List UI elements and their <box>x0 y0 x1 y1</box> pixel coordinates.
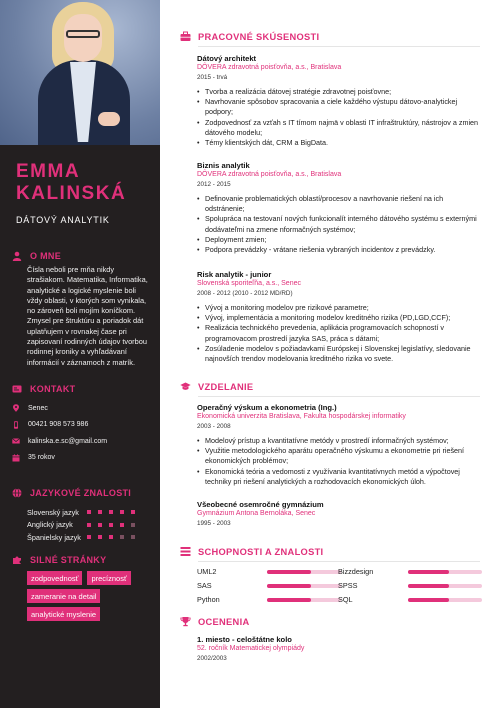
job-bullet: • Realizácia technického prevedenia, aplikácia programovacích schopností v programovacom prostredí jazyka SAS, práca s dátami; <box>197 323 497 343</box>
strengths-title: SILNÉ STRÁNKY <box>30 555 107 566</box>
skills-heading <box>180 546 323 557</box>
job-org: DÔVERA zdravotná poisťovňa, a.s., Bratislava <box>197 171 342 178</box>
job-role: DÁTOVÝ ANALYTIK <box>16 215 110 225</box>
award-org: 52. ročník Matematickej olympiády <box>197 645 305 652</box>
strength-tags <box>27 571 147 621</box>
education-bullet: • Ekonomická teória a vedomosti z využívania kvantitatívnych metód a výpočtovej techniky pri riešení analytických a rozhodovacích ekonomických úloh. <box>197 467 497 487</box>
skill-bar <box>408 598 482 602</box>
skill-name: SPSS <box>338 581 358 590</box>
skill-name: Python <box>197 595 220 604</box>
job-bullet: • Navrhovanie spôsobov spracovania a ciele každého výstupu dátovo-analytickej podpory; <box>197 97 497 117</box>
phone-icon <box>12 421 20 429</box>
education-title: VZDELANIE <box>198 381 254 392</box>
job-bullet: • Tvorba a realizácia dátovej stratégie zdravotnej poisťovne; <box>197 87 497 97</box>
award-date: 2002/2003 <box>197 655 227 662</box>
education-bullets <box>197 436 497 487</box>
name-last: KALINSKÁ <box>16 183 127 204</box>
job-bullets <box>197 87 497 148</box>
contact-title: KONTAKT <box>30 383 76 394</box>
contact-location <box>12 400 160 417</box>
education-bullet: • Modelový prístup a kvantitatívne metódy v prostredí informačných systémov; <box>197 436 497 446</box>
awards-title: OCENENIA <box>198 616 250 627</box>
skill-bar <box>408 584 482 588</box>
awards-heading <box>180 616 249 627</box>
job-title: Dátový architekt <box>197 54 257 63</box>
strength-tag: zameranie na detail <box>27 589 100 603</box>
calendar-icon <box>12 454 20 462</box>
job-entry <box>197 161 497 255</box>
contact-email[interactable] <box>12 433 160 450</box>
contact-phone[interactable] <box>12 416 160 433</box>
job-bullet: • Zodpovednosť za vzťah s IT tímom najmä v oblasti IT infraštruktúry, nástrojov a zmien dátového modelu; <box>197 118 497 138</box>
language-level <box>87 535 135 539</box>
globe-icon <box>12 488 22 498</box>
job-date: 2015 - trvá <box>197 74 228 81</box>
job-entry <box>197 270 497 364</box>
job-org: DÔVERA zdravotná poisťovňa, a.s., Bratislava <box>197 64 342 71</box>
job-bullet: • Definovanie problematických oblastí/procesov a navrhovanie riešení na ich odstránenie; <box>197 194 497 214</box>
skill-bar <box>267 598 341 602</box>
language-level <box>87 523 135 527</box>
language-name: Španielsky jazyk <box>27 532 81 542</box>
strength-tag: analytické myslenie <box>27 607 100 621</box>
skill-row <box>338 581 482 590</box>
contact-heading <box>12 384 160 394</box>
contact-phone-text: 00421 908 573 986 <box>28 421 89 429</box>
contact-age-text: 35 rokov <box>28 454 55 462</box>
user-icon <box>12 251 22 261</box>
education-date: 1995 - 2003 <box>197 520 231 527</box>
skill-bar <box>267 584 341 588</box>
strength-tag: zodpovednosť <box>27 571 82 585</box>
experience-title: PRACOVNÉ SKÚSENOSTI <box>198 31 320 42</box>
language-list <box>0 506 160 544</box>
id-card-icon <box>12 384 22 394</box>
job-bullet: • Spolupráca na testovaní nových funkcionalít interného dátového systému s externými dodávateľmi na zmene nformačných systémov; <box>197 214 497 234</box>
strength-tag: precíznosť <box>87 571 130 585</box>
education-date: 2003 - 2008 <box>197 423 231 430</box>
contact-email-text: kalinska.e.sc@gmail.com <box>28 437 108 445</box>
about-title: O MNE <box>30 251 62 261</box>
puzzle-icon <box>12 555 22 565</box>
experience-heading <box>180 31 319 42</box>
job-entry <box>197 54 497 148</box>
language-row <box>27 506 160 519</box>
job-bullet: • Podpora prevádzky - vrátane riešenia vybraných incidentov z prevádzky. <box>197 245 497 255</box>
award-title: 1. miesto - celoštátne kolo <box>197 635 292 644</box>
briefcase-icon <box>180 31 191 42</box>
name-first: EMMA <box>16 161 81 182</box>
location-pin-icon <box>12 404 20 412</box>
sidebar <box>0 0 160 708</box>
language-row <box>27 531 160 544</box>
languages-heading <box>12 488 160 498</box>
job-bullet: • Zosúladenie modelov s požiadavkami Európskej i Slovenskej legislatívy, sledovanie najnovších trendov modelovania kreditného rizika vo svete. <box>197 344 497 364</box>
education-bullet: • Využitie metodologického aparátu operačného výskumu a ekonometrie pri riešení ekonomických problémov; <box>197 446 497 466</box>
education-org: Gymnázium Antona Bernoláka, Senec <box>197 510 316 517</box>
skills-title: SCHOPNOSTI A ZNALOSTI <box>198 546 324 557</box>
job-bullet: • Témy klientských dát, CRM a BigData. <box>197 138 497 148</box>
job-bullet: • Vývoj, implementácia a monitoring modelov kreditného rizika (PD,LGD,CCF); <box>197 313 497 323</box>
graduation-cap-icon <box>180 381 191 392</box>
profile-photo <box>0 0 160 145</box>
job-org: Slovenská sporiteľňa, a.s., Senec <box>197 280 301 287</box>
contact-age <box>12 449 160 466</box>
skill-row <box>197 595 341 604</box>
award-entry <box>197 635 497 662</box>
language-level <box>87 510 135 514</box>
education-org: Ekonomická univerzita Bratislava, Fakulta hospodárskej informatiky <box>197 413 406 420</box>
language-row <box>27 518 160 531</box>
skill-name: UML2 <box>197 567 217 576</box>
skill-bar <box>408 570 482 574</box>
contact-location-text: Senec <box>28 404 48 412</box>
skill-row <box>338 567 482 576</box>
education-entry <box>197 500 497 527</box>
education-entry <box>197 403 497 487</box>
name-block <box>0 145 160 225</box>
main-content <box>160 0 500 708</box>
education-title-text: Operačný výskum a ekonometria (Ing.) <box>197 403 337 412</box>
skill-row <box>338 595 482 604</box>
skill-name: SQL <box>338 595 353 604</box>
education-title-text: Všeobecné osemročné gymnázium <box>197 500 324 509</box>
job-bullet: • Deployment zmien; <box>197 235 497 245</box>
job-date: 2012 - 2015 <box>197 181 231 188</box>
education-heading <box>180 381 253 392</box>
about-heading <box>12 251 160 261</box>
contact-list <box>0 400 160 466</box>
trophy-icon <box>180 616 191 627</box>
skill-bar <box>267 570 341 574</box>
skill-name: Bizzdesign <box>338 567 374 576</box>
job-bullets <box>197 303 497 364</box>
envelope-icon <box>12 437 20 445</box>
about-text: Čísla neboli pre mňa nikdy strašiakom. Matematika, Informatika, analytické a logické myslenie boli vždy oblasti, v ktorých som vynikala, no zároveň boli mojím koníčkom. Zmysel pre štruktúru a poriadok dát uplatňujem v rovnakej čase pri zapisovaní rodinných údajov tvorbou rodinnej kroniky a vyhľadávaní informácií v záznamoch z matrík. <box>27 265 148 367</box>
language-name: Anglický jazyk <box>27 520 73 530</box>
job-date: 2008 - 2012 (2010 - 2012 MD/RD) <box>197 290 293 297</box>
job-bullet: • Vývoj a monitoring modelov pre rizikové parametre; <box>197 303 497 313</box>
strengths-heading <box>12 555 160 565</box>
skill-row <box>197 581 341 590</box>
language-name: Slovenský jazyk <box>27 507 79 517</box>
skill-name: SAS <box>197 581 212 590</box>
job-title: Risk analytik - junior <box>197 270 272 279</box>
skill-row <box>197 567 341 576</box>
bar-chart-icon <box>180 546 191 557</box>
job-bullets <box>197 194 497 255</box>
languages-title: JAZYKOVÉ ZNALOSTI <box>30 487 132 498</box>
job-title: Biznis analytik <box>197 161 250 170</box>
